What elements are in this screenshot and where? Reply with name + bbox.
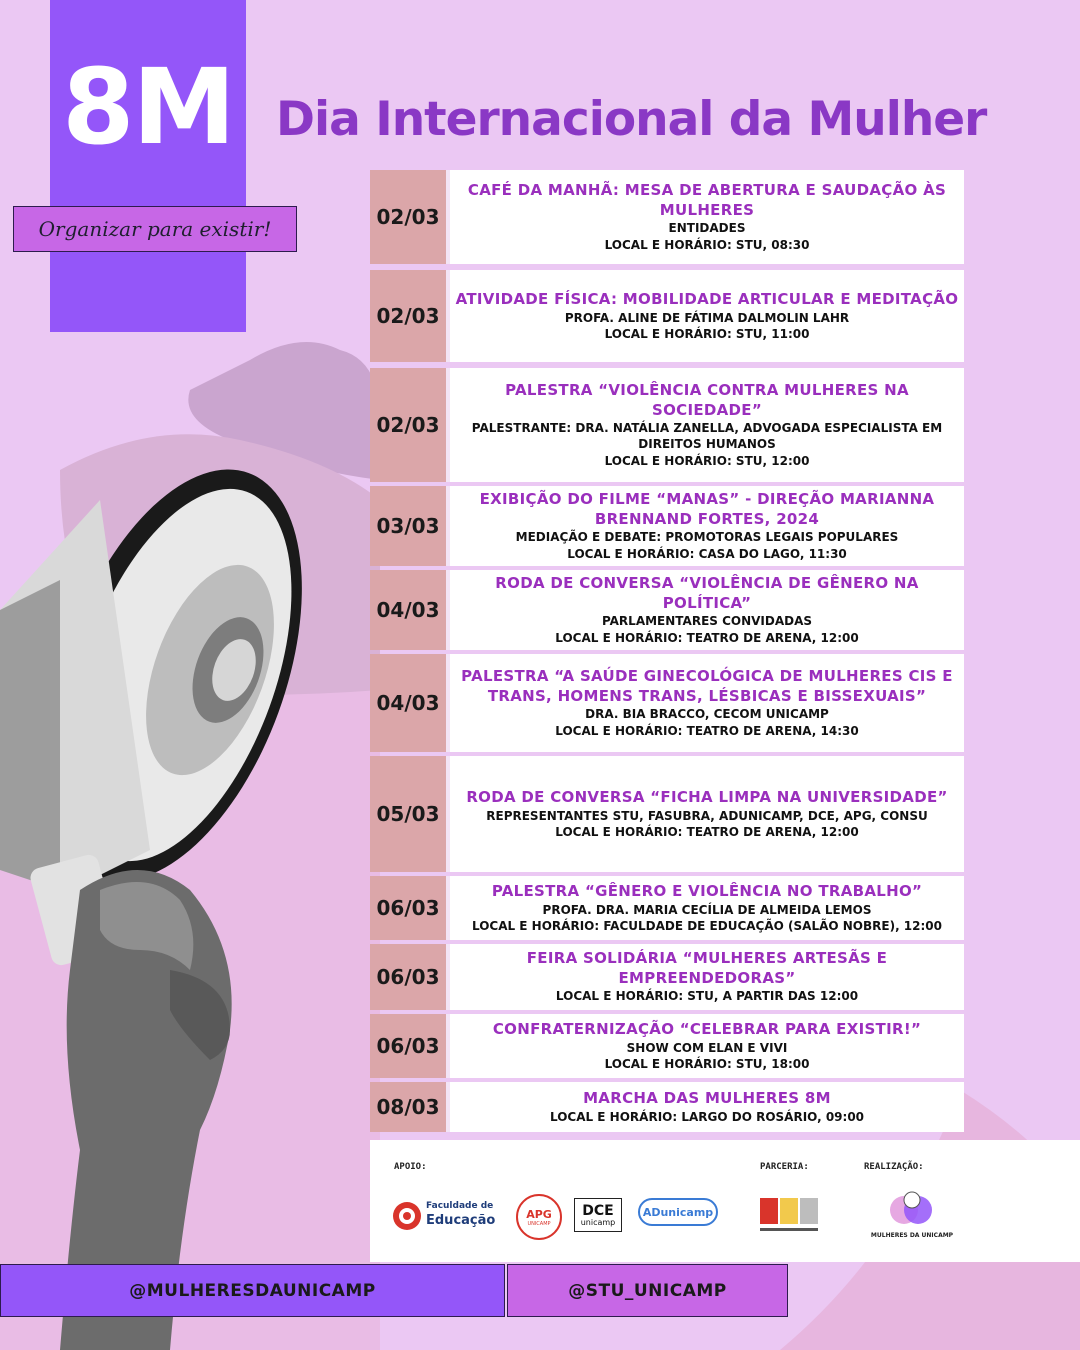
event-title: MARCHA DAS MULHERES 8M [583, 1089, 831, 1108]
dce-text: DCE [582, 1202, 614, 1219]
event-date: 02/03 [370, 368, 450, 482]
event-info [450, 1082, 964, 1132]
event-info [450, 654, 964, 752]
event-info [450, 944, 964, 1010]
event-date: 06/03 [370, 944, 450, 1010]
event-row [370, 570, 964, 650]
event-row [370, 876, 964, 940]
event-row [370, 756, 964, 872]
event-info [450, 876, 964, 940]
event-detail: LOCAL E HORÁRIO: STU, 11:00 [604, 326, 810, 341]
event-title: PALESTRA “VIOLÊNCIA CONTRA MULHERES NA SOCIEDADE” [505, 381, 909, 419]
event-info [450, 170, 964, 264]
event-title: CONFRATERNIZAÇÃO “CELEBRAR PARA EXISTIR!” [492, 1020, 922, 1039]
event-date: 05/03 [370, 756, 450, 872]
event-detail: PARLAMENTARES CONVIDADAS [601, 614, 813, 629]
event-detail: LOCAL E HORÁRIO: TEATRO DE ARENA, 14:30 [555, 723, 859, 738]
tagline: Organizar para existir! [13, 206, 297, 252]
event-date: 02/03 [370, 270, 450, 362]
event-detail: PROFA. DRA. MARIA CECÍLIA DE ALMEIDA LEMOS [542, 902, 872, 917]
mulheres-logo-text: MULHERES DA UNICAMP [870, 1232, 954, 1239]
instagram-handle-stu[interactable]: @STU_UNICAMP [507, 1264, 788, 1317]
event-detail: DRA. BIA BRACCO, CECOM UNICAMP [585, 707, 829, 722]
event-date: 03/03 [370, 486, 450, 566]
event-detail: LOCAL E HORÁRIO: LARGO DO ROSÁRIO, 09:00 [549, 1109, 865, 1124]
event-date: 06/03 [370, 876, 450, 940]
dce-sub-text: unicamp [580, 1217, 616, 1227]
apg-logo [516, 1194, 562, 1240]
event-row [370, 170, 964, 264]
event-detail: SHOW COM ELAN E VIVI [626, 1040, 788, 1055]
event-title: PALESTRA “A SAÚDE GINECOLÓGICA DE MULHERES CIS E TRANS, HOMENS TRANS, LÉSBICAS E BISSEXUAIS” [461, 667, 953, 705]
event-title: RODA DE CONVERSA “VIOLÊNCIA DE GÊNERO NA POLÍTICA” [495, 574, 919, 612]
event-row [370, 654, 964, 752]
event-detail: REPRESENTANTES STU, FASUBRA, ADUNICAMP, DCE, APG, CONSU [486, 808, 928, 823]
sponsors-panel [370, 1140, 1080, 1262]
parceria-label: PARCERIA: [760, 1162, 809, 1172]
event-detail: PALESTRANTE: DRA. NATÁLIA ZANELLA, ADVOGADA ESPECIALISTA EM DIREITOS HUMANOS [471, 421, 943, 452]
event-date: 08/03 [370, 1082, 450, 1132]
event-detail: LOCAL E HORÁRIO: TEATRO DE ARENA, 12:00 [555, 630, 859, 645]
event-row [370, 486, 964, 566]
event-detail: LOCAL E HORÁRIO: TEATRO DE ARENA, 12:00 [555, 824, 859, 839]
event-title: PALESTRA “GÊNERO E VIOLÊNCIA NO TRABALHO” [491, 882, 923, 901]
event-info [450, 756, 964, 872]
event-info [450, 570, 964, 650]
event-row [370, 944, 964, 1010]
page-title: Dia Internacional da Mulher [276, 92, 987, 147]
event-title: CAFÉ DA MANHÃ: MESA DE ABERTURA E SAUDAÇÃO ÀS MULHERES [467, 181, 947, 219]
event-detail: LOCAL E HORÁRIO: STU, A PARTIR DAS 12:00 [555, 989, 859, 1004]
event-row [370, 368, 964, 482]
event-info [450, 368, 964, 482]
event-detail: LOCAL E HORÁRIO: STU, 18:00 [604, 1056, 810, 1071]
megaphone-in-hand-icon [0, 330, 420, 1350]
event-detail: LOCAL E HORÁRIO: STU, 08:30 [604, 237, 810, 252]
event-date: 04/03 [370, 654, 450, 752]
event-detail: ENTIDADES [668, 221, 746, 236]
adunicamp-logo: ADunicamp [638, 1198, 718, 1226]
event-date: 04/03 [370, 570, 450, 650]
stu-logo [760, 1198, 822, 1238]
apoio-label: APOIO: [394, 1162, 427, 1172]
event-date: 02/03 [370, 170, 450, 264]
event-title: RODA DE CONVERSA “FICHA LIMPA NA UNIVERSIDADE” [466, 788, 948, 807]
event-row [370, 270, 964, 362]
event-title: FEIRA SOLIDÁRIA “MULHERES ARTESÃS E EMPREENDEDORAS” [526, 949, 888, 987]
fe-line1: Faculdade de [426, 1201, 494, 1211]
event-detail: PROFA. ALINE DE FÁTIMA DALMOLIN LAHR [564, 310, 850, 325]
event-info [450, 486, 964, 566]
realizacao-label: REALIZAÇÃO: [864, 1162, 924, 1172]
event-info [450, 1014, 964, 1078]
faculdade-educacao-logo [392, 1198, 506, 1234]
event-row [370, 1082, 964, 1132]
fe-line2: Educação [426, 1213, 496, 1228]
event-date: 06/03 [370, 1014, 450, 1078]
event-detail: LOCAL E HORÁRIO: CASA DO LAGO, 11:30 [567, 546, 847, 561]
event-title: ATIVIDADE FÍSICA: MOBILIDADE ARTICULAR E MEDITAÇÃO [455, 290, 959, 309]
badge-8m: 8M [62, 46, 234, 168]
event-detail: MEDIAÇÃO E DEBATE: PROMOTORAS LEGAIS POPULARES [515, 530, 899, 545]
dce-logo [574, 1198, 622, 1232]
instagram-handle-mulheres[interactable]: @MULHERESDAUNICAMP [0, 1264, 505, 1317]
apg-text: APG [526, 1207, 552, 1221]
apg-sub-text: UNICAMP [527, 1220, 551, 1227]
mulheres-unicamp-logo [864, 1190, 960, 1250]
event-detail: LOCAL E HORÁRIO: STU, 12:00 [604, 453, 810, 468]
event-row [370, 1014, 964, 1078]
event-info [450, 270, 964, 362]
event-detail: LOCAL E HORÁRIO: FACULDADE DE EDUCAÇÃO (SALÃO NOBRE), 12:00 [471, 918, 943, 933]
event-title: EXIBIÇÃO DO FILME “MANAS” - DIREÇÃO MARIANNA BRENNAND FORTES, 2024 [479, 490, 935, 528]
